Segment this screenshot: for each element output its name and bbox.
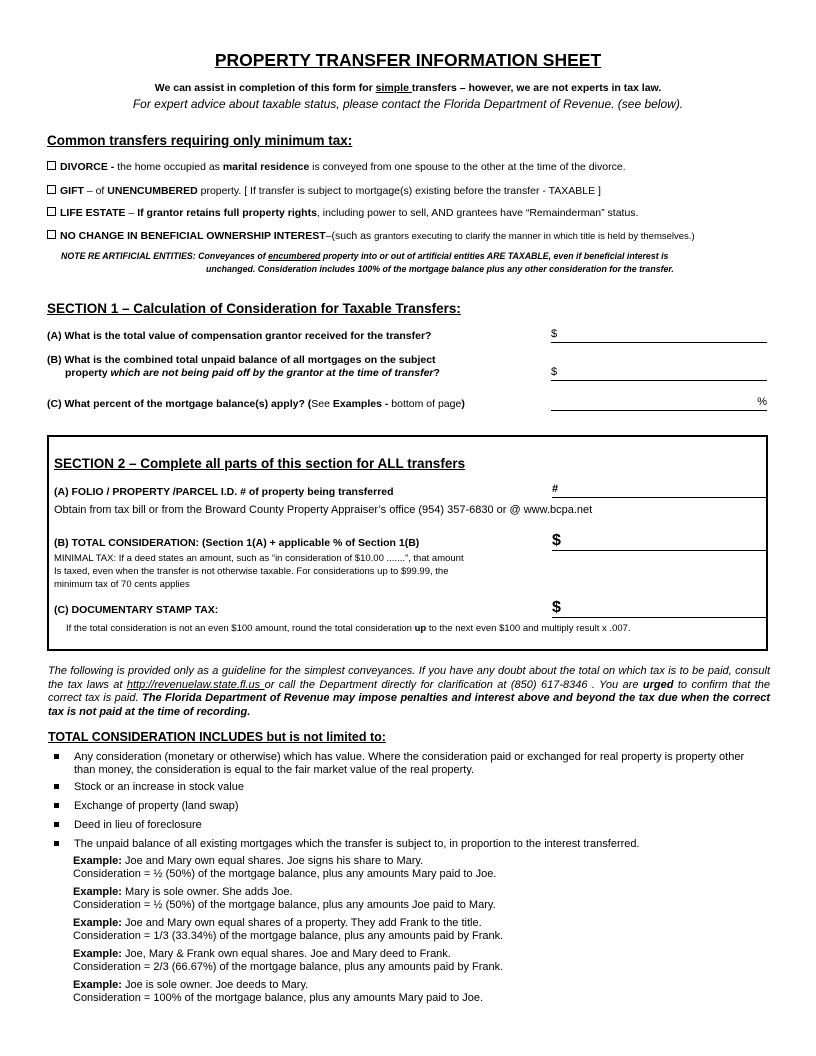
life-estate-checkbox[interactable] (47, 207, 56, 216)
rounding-text-b: to the next even $100 and multiply result x .007. (426, 623, 631, 634)
c-text-e: ) (461, 398, 465, 410)
section2-question-a: (A) FOLIO / PROPERTY /PARCEL I.D. # of property being transferred (54, 486, 394, 498)
note-text-encumbered: encumbered (268, 251, 321, 261)
artificial-entities-note-line2: unchanged. Consideration includes 100% of the mortgage balance plus any other consideration for the transfer. (206, 264, 674, 274)
example-text: Joe, Mary & Frank own equal shares. Joe and Mary deed to Frank. (121, 948, 451, 960)
revenue-law-link[interactable]: http://revenuelaw.state.fl.us (126, 678, 265, 691)
minimal-tax-line2: Is taxed, even when the transfer is not otherwise taxable. For considerations up to $99.99, the (54, 566, 449, 577)
assist-note (0, 82, 816, 94)
example-text: Joe and Mary own equal shares. Joe signs his share to Mary. (121, 855, 424, 867)
life-estate-row (47, 207, 638, 219)
section1-question-b-line2 (65, 367, 440, 379)
example-consideration: Consideration = ½ (50%) of the mortgage balance, plus any amounts Mary paid to Joe. (73, 868, 497, 880)
b2-text-a: property (65, 367, 111, 379)
divorce-row (47, 161, 626, 173)
gift-text-a: – of (83, 185, 108, 197)
section1-heading: SECTION 1 – Calculation of Consideration for Taxable Transfers: (47, 301, 461, 316)
note-text-b: property into or out of artificial entities ARE TAXABLE, even if beneficial interest is (320, 251, 669, 261)
stamp-tax-field[interactable] (552, 599, 768, 618)
list-item-text: Stock or an increase in stock value (74, 781, 244, 793)
divorce-checkbox[interactable] (47, 161, 56, 170)
dollar-sign: $ (551, 328, 558, 340)
guideline-text-2: or call the Department directly for clarification at (850) 617-8346 . You are (264, 678, 643, 691)
divorce-text-b: marital residence (222, 161, 310, 173)
list-item-text: The unpaid balance of all existing mortgages which the transfer is subject to, in proportion to the interest transferred. (74, 838, 640, 850)
life-estate-text-b: If grantor retains full property rights (137, 207, 317, 219)
gift-checkbox[interactable] (47, 185, 56, 194)
section1-question-b-line1: (B) What is the combined total unpaid balance of all mortgages on the subject (47, 354, 436, 366)
example-consideration: Consideration = 1/3 (33.34%) of the mortgage balance, plus any amounts paid by Frank. (73, 930, 504, 942)
gift-label: GIFT (60, 185, 84, 197)
artificial-entities-note-line1 (61, 251, 668, 261)
section2-heading: SECTION 2 – Complete all parts of this section for ALL transfers (54, 456, 466, 471)
guideline-paragraph (48, 665, 770, 719)
life-estate-text-a: – (125, 207, 138, 219)
example-consideration: Consideration = 2/3 (66.67%) of the mortgage balance, plus any amounts paid by Frank. (73, 961, 504, 973)
example-label: Example: (73, 917, 122, 929)
dollar-sign: $ (551, 366, 558, 378)
example-text: Joe is sole owner. Joe deeds to Mary. (121, 979, 309, 991)
example-label: Example: (73, 855, 122, 867)
section1-b-amount-field[interactable] (551, 366, 767, 381)
list-item-text: Any consideration (monetary or otherwise) which has value. Where the consideration paid or exchanged for real property is property other than money, the consideration is equal to the fair market value of the real property. (74, 751, 745, 776)
life-estate-text-c: , including power to sell, AND grantees have “Remainderman” status. (316, 207, 639, 219)
example-consideration: Consideration = ½ (50%) of the mortgage balance, plus any amounts Joe paid to Mary. (73, 899, 496, 911)
folio-number-field[interactable] (552, 483, 768, 498)
dollar-sign: $ (552, 532, 561, 549)
section1-a-amount-field[interactable] (551, 328, 767, 343)
section1-question-a: (A) What is the total value of compensation grantor received for the transfer? (47, 330, 432, 342)
dollar-sign: $ (552, 599, 561, 616)
section2-question-b: (B) TOTAL CONSIDERATION: (Section 1(A) + applicable % of Section 1(B) (54, 537, 420, 549)
total-consideration-field[interactable] (552, 532, 768, 551)
example-2 (73, 886, 496, 912)
c-text-d: bottom of page (391, 398, 462, 410)
example-label: Example: (73, 886, 122, 898)
b2-text-b: which are not being paid off by the grantor at the time of transfer (110, 367, 434, 379)
gift-text-c: property. [ If transfer is subject to mortgage(s) existing before the transfer - TAXABLE ] (197, 185, 601, 197)
assist-note-post: transfers – however, we are not experts in tax law. (411, 82, 662, 94)
rounding-text-a: If the total consideration is not an even $100 amount, round the total consideration (66, 623, 415, 634)
example-4 (73, 948, 503, 974)
note-text-a: NOTE RE ARTIFICIAL ENTITIES: Conveyances of (61, 251, 269, 261)
example-label: Example: (73, 948, 122, 960)
minimal-tax-line1: MINIMAL TAX: If a deed states an amount, such as “in consideration of $10.00 .......”, that amount (54, 553, 464, 564)
no-change-row (47, 230, 695, 242)
example-5 (73, 979, 483, 1005)
no-change-text-b: grantors executing to clarify the manner in which title is held by themselves.) (374, 231, 695, 242)
hash-sign: # (552, 483, 559, 495)
guideline-text-3: to confirm that the correct tax is paid. (48, 678, 770, 705)
gift-text-b: UNENCUMBERED (107, 185, 198, 197)
bullet-icon (54, 754, 59, 759)
includes-heading: TOTAL CONSIDERATION INCLUDES but is not limited to: (48, 730, 386, 744)
no-change-checkbox[interactable] (47, 230, 56, 239)
c-text-c: Examples - (332, 398, 392, 410)
bullet-icon (54, 822, 59, 827)
section1-question-c (47, 398, 465, 410)
folio-source-note: Obtain from tax bill or from the Broward County Property Appraiser’s office (954) 357-6830 or @ www.bcpa.net (54, 504, 593, 516)
section1-c-percent-field[interactable] (551, 396, 767, 411)
no-change-text-a: –(such as (325, 230, 375, 242)
guideline-text-4: The Florida Department of Revenue may impose penalties and interest above and beyond the tax due when the correct tax is not paid at the time of recording. (48, 692, 770, 718)
b2-text-c: ? (433, 367, 440, 379)
assist-note-pre: We can assist in completion of this form for (154, 82, 376, 94)
c-text-a: (C) What percent of the mortgage balance(s) apply? ( (47, 398, 312, 410)
bullet-icon (54, 803, 59, 808)
example-1 (73, 855, 496, 881)
divorce-text-a: the home occupied as (114, 161, 223, 173)
example-label: Example: (73, 979, 122, 991)
list-item-text: Deed in lieu of foreclosure (74, 819, 202, 831)
bullet-icon (54, 841, 59, 846)
page-title: PROPERTY TRANSFER INFORMATION SHEET (214, 50, 602, 70)
section2-box (47, 435, 768, 651)
life-estate-label: LIFE ESTATE (60, 207, 126, 219)
list-item-text: Exchange of property (land swap) (74, 800, 239, 812)
divorce-text-c: is conveyed from one spouse to the other at the time of the divorce. (309, 161, 626, 173)
example-text: Joe and Mary own equal shares of a property. They add Frank to the title. (121, 917, 482, 929)
example-consideration: Consideration = 100% of the mortgage balance, plus any amounts Mary paid to Joe. (73, 992, 483, 1004)
example-3 (73, 917, 503, 943)
gift-row (47, 185, 601, 197)
bullet-icon (54, 784, 59, 789)
percent-sign: % (757, 396, 767, 408)
minimal-tax-line3: minimum tax of 70 cents applies (54, 579, 190, 590)
assist-note-simple: simple (375, 82, 412, 94)
divorce-label: DIVORCE - (60, 161, 115, 173)
no-change-label: NO CHANGE IN BENEFICIAL OWNERSHIP INTEREST (60, 230, 326, 242)
guideline-urged: urged (642, 678, 674, 691)
c-text-b: See (311, 398, 333, 410)
common-transfers-heading: Common transfers requiring only minimum tax: (47, 133, 353, 148)
example-text: Mary is sole owner. She adds Joe. (121, 886, 293, 898)
guideline-text-1: The following is provided only as a guideline for the simplest conveyances. If you have any doubt about the total on which tax is to be paid, consult the tax laws at (48, 665, 770, 691)
expert-advice-note: For expert advice about taxable status, please contact the Florida Department of Revenue. (see below). (132, 97, 684, 111)
section2-question-c: (C) DOCUMENTARY STAMP TAX: (54, 604, 219, 616)
rounding-note (66, 623, 631, 634)
rounding-text-up: up (414, 623, 427, 634)
